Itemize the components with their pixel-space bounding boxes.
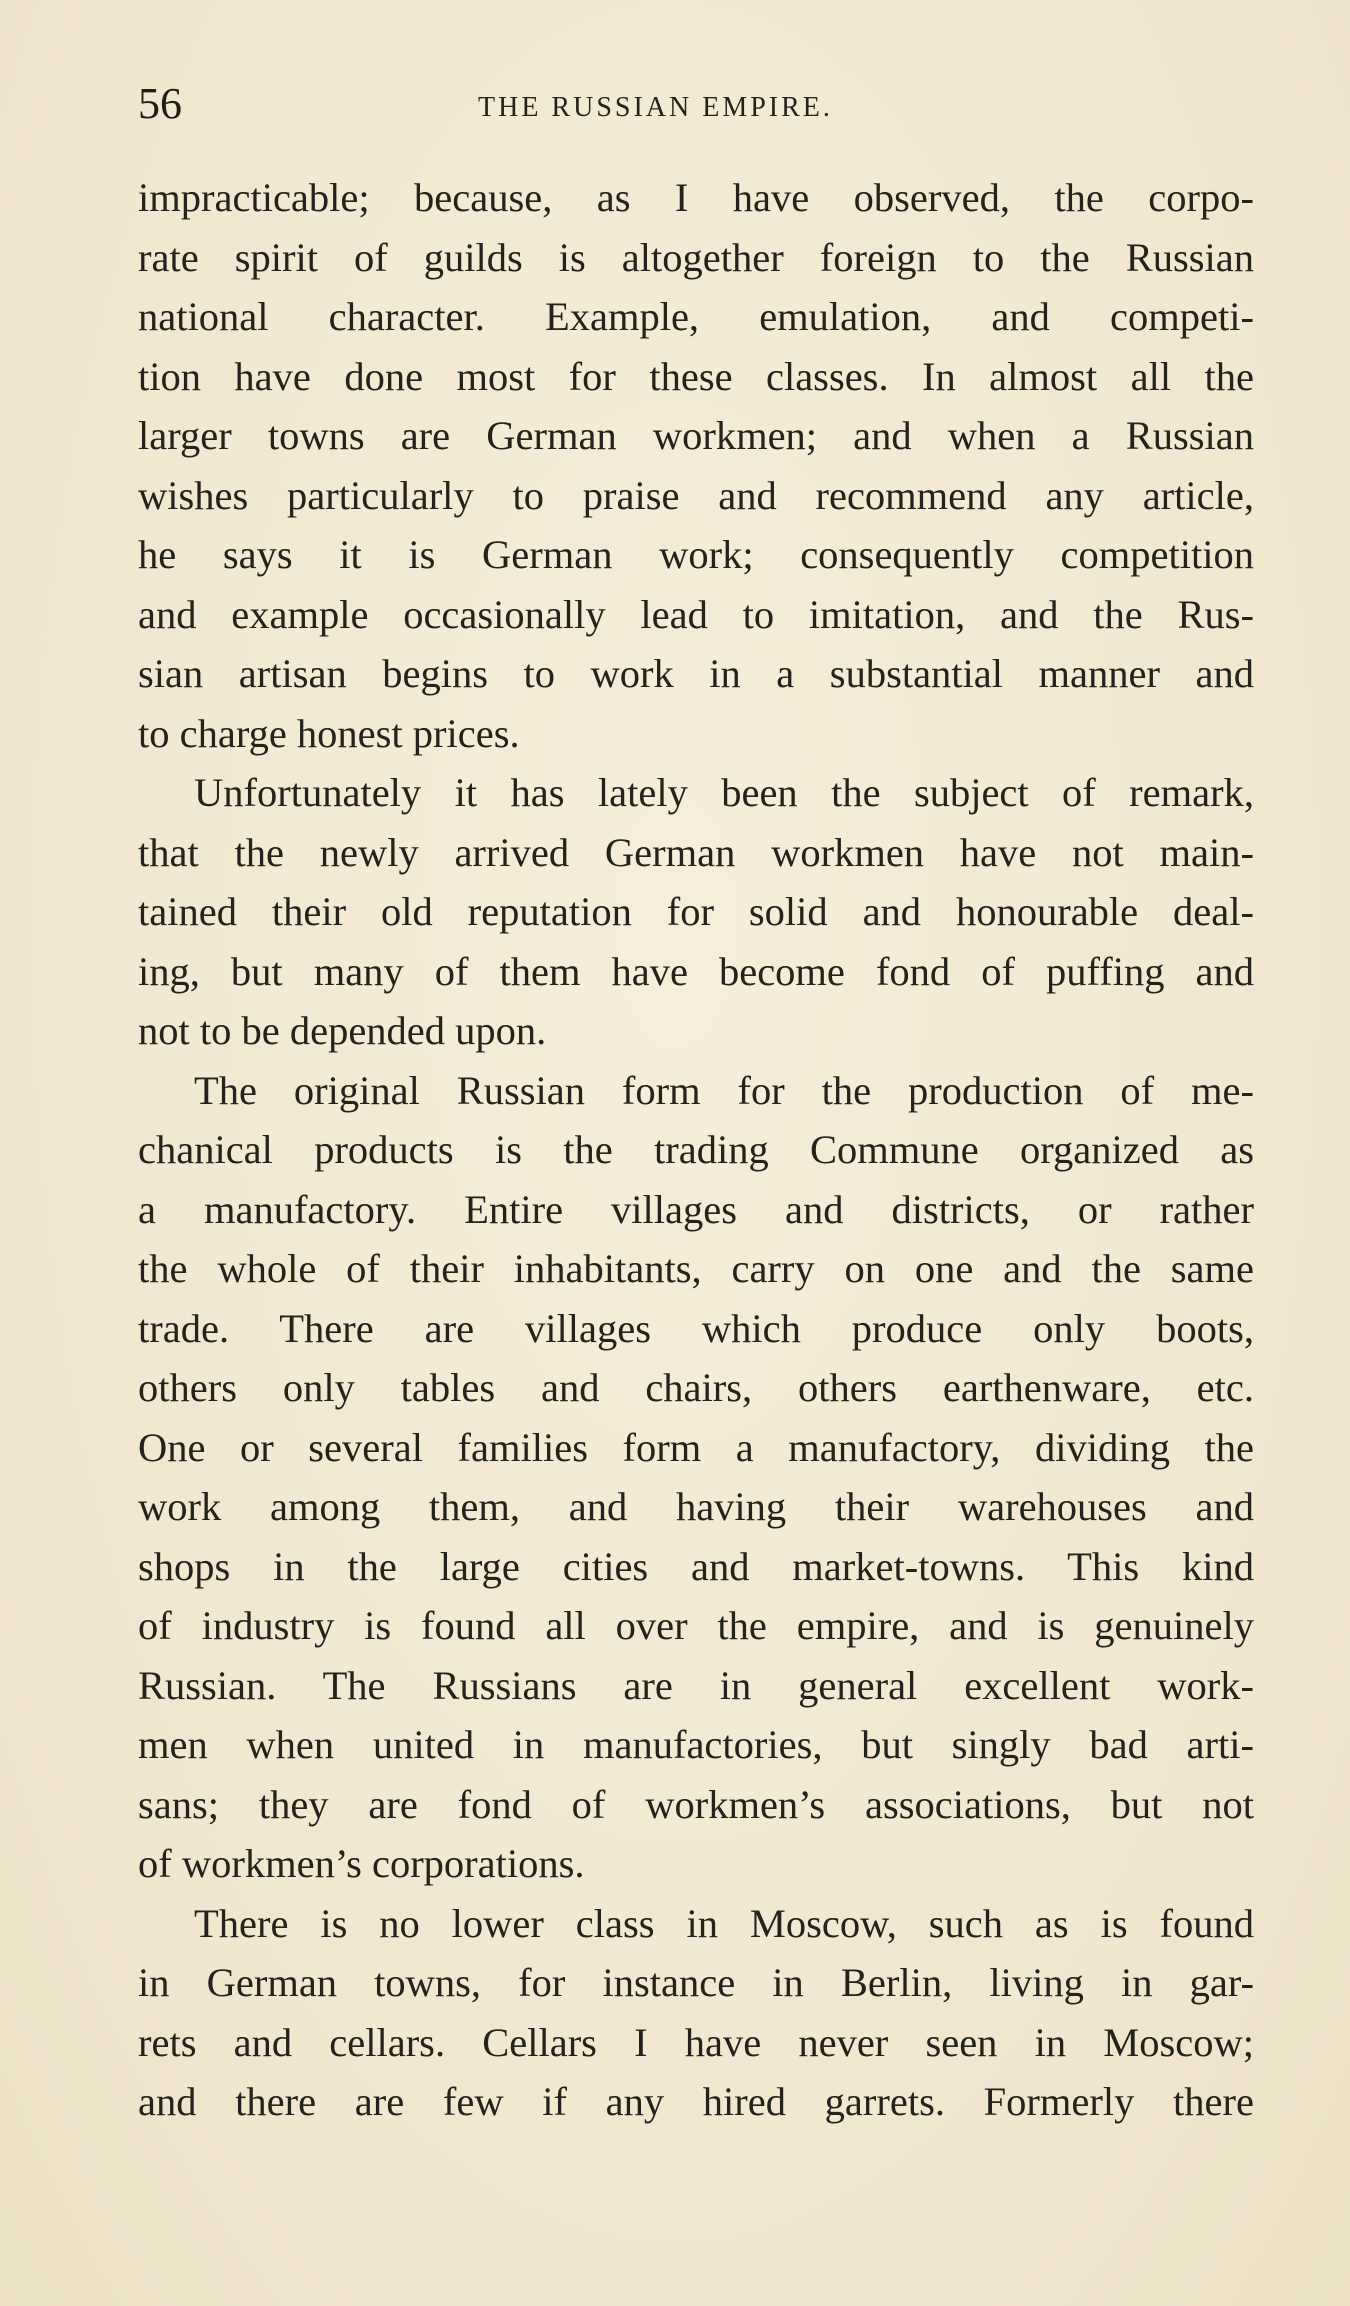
text-line: national character. Example, emulation, and competi- [138,294,1254,339]
text-line: he says it is German work; consequently competition [138,532,1254,577]
text-line: larger towns are German workmen; and when a Russian [138,413,1254,458]
text-line: in German towns, for instance in Berlin, living in gar- [138,1960,1254,2005]
text-line: sans; they are fond of workmen’s associations, but not [138,1781,1254,1827]
text-line: a manufactory. Entire villages and districts, or rather [138,1186,1254,1232]
text-line: that the newly arrived German workmen have not main- [138,829,1254,875]
text-line: the whole of their inhabitants, carry on one and the same [138,1246,1254,1291]
text-line: sian artisan begins to work in a substantial manner and [138,651,1254,696]
text-line: The original Russian form for the production of me- [194,1067,1254,1113]
text-line: and example occasionally lead to imitation, and the Rus- [138,591,1254,637]
text-line: of workmen’s corporations. [138,1841,585,1886]
paragraph-3 [138,1061,1254,1894]
text-line: ing, but many of them have become fond of puffing and [138,948,1254,994]
text-line: of industry is found all over the empire, and is genuinely [138,1603,1254,1648]
running-head [138,78,1254,130]
text-line: rate spirit of guilds is altogether foreign to the Russian [138,234,1254,280]
text-line: and there are few if any hired garrets. Formerly there [138,2079,1254,2124]
page-number: 56 [138,79,182,128]
text-line: There is no lower class in Moscow, such as is found [194,1900,1254,1946]
text-line: tained their old reputation for solid and honourable deal- [138,889,1254,934]
text-line: men when united in manufactories, but singly bad arti- [138,1722,1254,1767]
text-line: Russian. The Russians are in general excellent work- [138,1662,1254,1708]
body-text [138,168,1254,2132]
text-line: tion have done most for these classes. In almost all the [138,353,1254,399]
text-line: Unfortunately it has lately been the subject of remark, [194,770,1254,815]
paragraph-4 [138,1894,1254,2132]
text-line: chanical products is the trading Commune organized as [138,1127,1254,1172]
text-line: not to be depended upon. [138,1008,547,1053]
text-line: One or several families form a manufactory, dividing the [138,1424,1254,1470]
text-line: impracticable; because, as I have observed, the corpo- [138,175,1254,220]
text-line: trade. There are villages which produce only boots, [138,1305,1254,1351]
paragraph-1 [138,168,1254,763]
text-line: wishes particularly to praise and recommend any article, [138,472,1254,518]
paragraph-2 [138,763,1254,1061]
text-line: rets and cellars. Cellars I have never seen in Moscow; [138,2019,1254,2065]
text-line: shops in the large cities and market-towns. This kind [138,1543,1254,1589]
text-line: work among them, and having their warehouses and [138,1484,1254,1529]
text-line: others only tables and chairs, others earthenware, etc. [138,1365,1254,1410]
running-title: THE RUSSIAN EMPIRE. [478,92,833,123]
text-line: to charge honest prices. [138,710,520,756]
